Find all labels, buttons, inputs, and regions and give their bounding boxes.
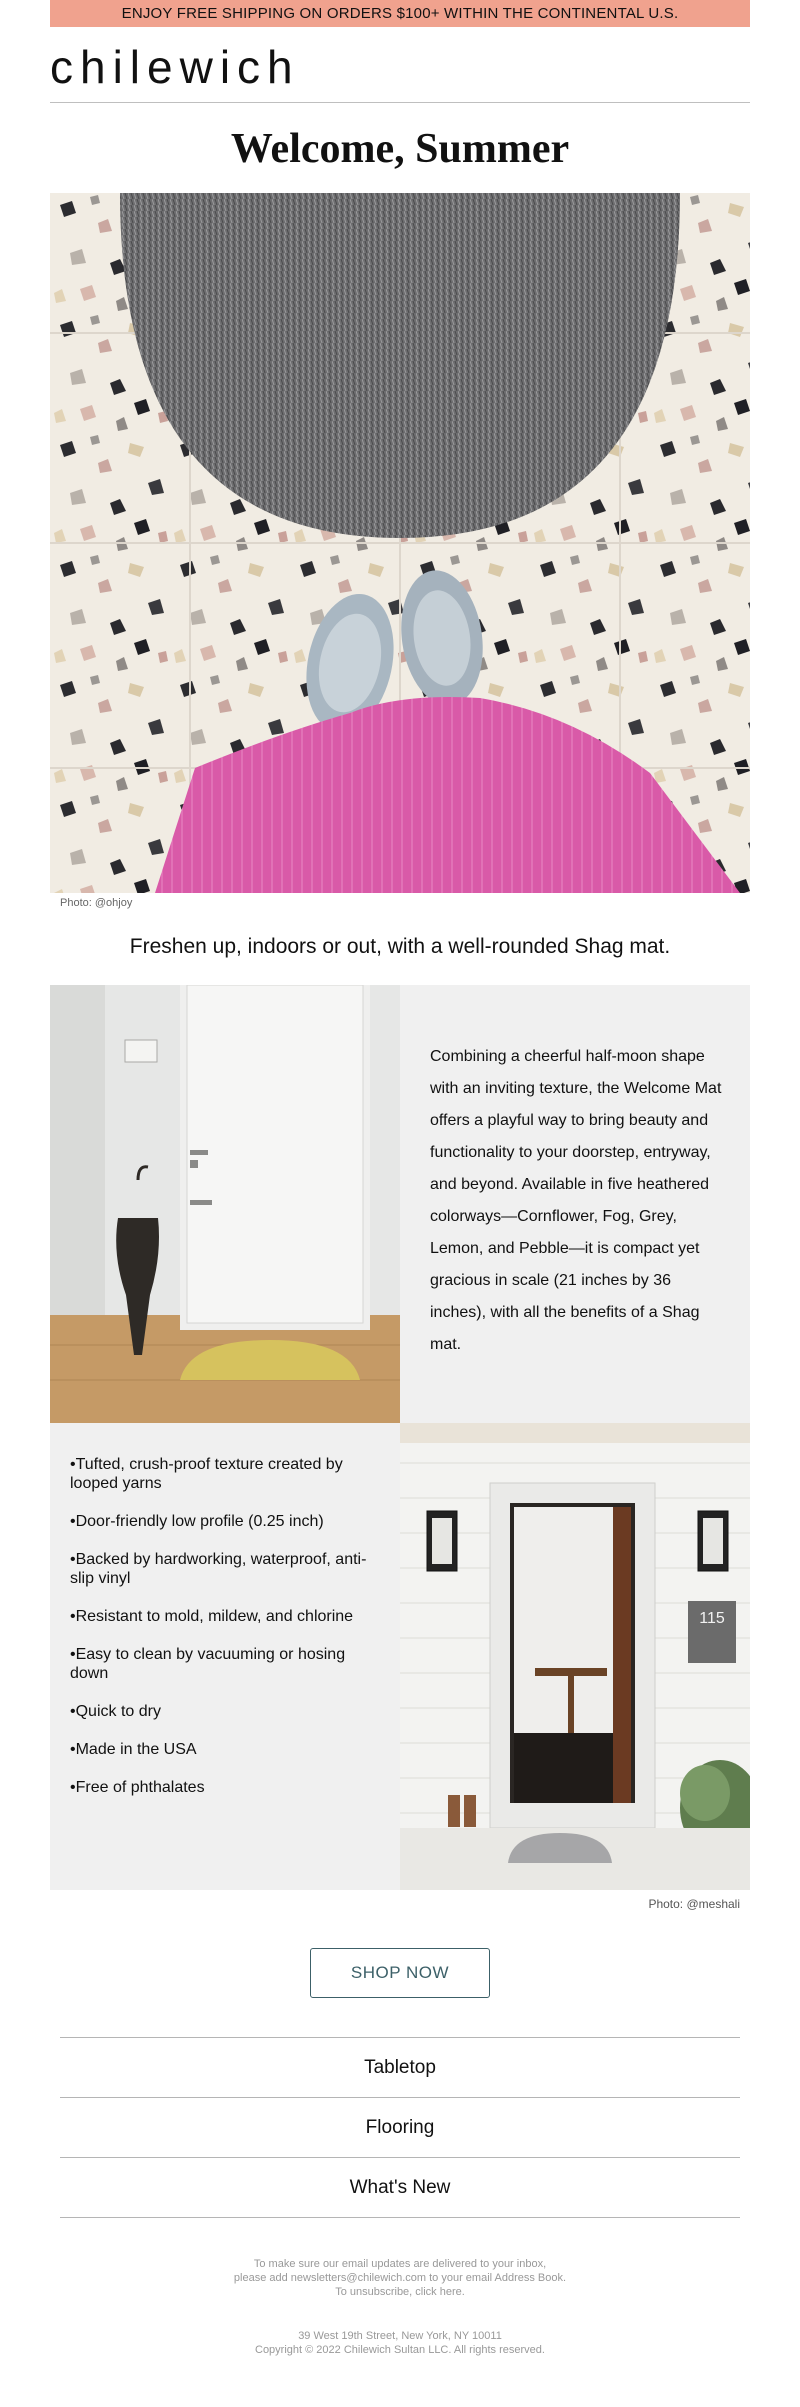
house-photo-credit: Photo: @meshali (648, 1897, 740, 1911)
product-description: Combining a cheerful half-moon shape with an inviting texture, the Welcome Mat offers a playful way to bring beauty and functionality to your doorstep, entryway, and beyond. Available in five heathered colorways—Cornflower, Fog, Grey, Lemon, and Pebble—it is compact yet gracious in scale (21 inches by 36 inches), with all the benefits of a Shag mat. (430, 1048, 722, 1353)
hero-image[interactable] (50, 193, 750, 893)
feature-item: •Door-friendly low profile (0.25 inch) (70, 1513, 324, 1530)
footer-address: 39 West 19th Street, New York, NY 10011 (298, 2330, 502, 2342)
footer-deliverability-line-1: To make sure our email updates are delivered to your inbox, (253, 2258, 547, 2270)
nav-link-flooring[interactable]: Flooring (365, 2116, 435, 2138)
features-list (70, 1455, 370, 1816)
hero-photo-credit: Photo: @ohjoy (60, 897, 133, 909)
header-divider (50, 102, 750, 103)
feature-item: •Made in the USA (70, 1741, 197, 1758)
house-entry-photo[interactable] (400, 1423, 750, 1890)
chilewich-logo[interactable]: chilewich (50, 41, 300, 93)
shipping-banner[interactable]: ENJOY FREE SHIPPING ON ORDERS $100+ WITHIN THE CONTINENTAL U.S. (50, 0, 750, 27)
door-photo-illustration (50, 985, 400, 1423)
footer-nav (60, 2037, 740, 2218)
house-number: 115 (699, 1610, 725, 1627)
feature-item: •Backed by hardworking, waterproof, anti-slip vinyl (70, 1551, 367, 1587)
unsubscribe-link[interactable]: To unsubscribe, click here. (335, 2286, 465, 2298)
shop-now-button[interactable]: SHOP NOW (310, 1948, 490, 1998)
house-photo-illustration (400, 1423, 750, 1890)
feature-item: •Quick to dry (70, 1703, 161, 1720)
feature-item: •Easy to clean by vacuuming or hosing down (70, 1646, 346, 1682)
hero-title: Welcome, Summer (230, 126, 570, 172)
nav-link-whats-new[interactable]: What's New (349, 2176, 451, 2198)
footer-notice (0, 2257, 800, 2299)
features-panel (50, 1423, 400, 1890)
feature-item: •Free of phthalates (70, 1779, 205, 1796)
door-mat-photo[interactable] (50, 985, 400, 1423)
feature-item: •Resistant to mold, mildew, and chlorine (70, 1608, 354, 1625)
footer-copyright: Copyright © 2022 Chilewich Sultan LLC. All rights reserved. (255, 2344, 545, 2356)
intro-subhead: Freshen up, indoors or out, with a well-rounded Shag mat. (129, 935, 671, 958)
footer-deliverability-line-2: please add newsletters@chilewich.com to your email Address Book. (233, 2272, 567, 2284)
feature-item: •Tufted, crush-proof texture created by looped yarns (70, 1456, 343, 1492)
nav-link-tabletop[interactable]: Tabletop (364, 2056, 436, 2078)
footer-legal (0, 2329, 800, 2357)
hero-photo-illustration (50, 193, 750, 893)
nav-divider (60, 2217, 740, 2218)
description-panel (400, 985, 750, 1423)
